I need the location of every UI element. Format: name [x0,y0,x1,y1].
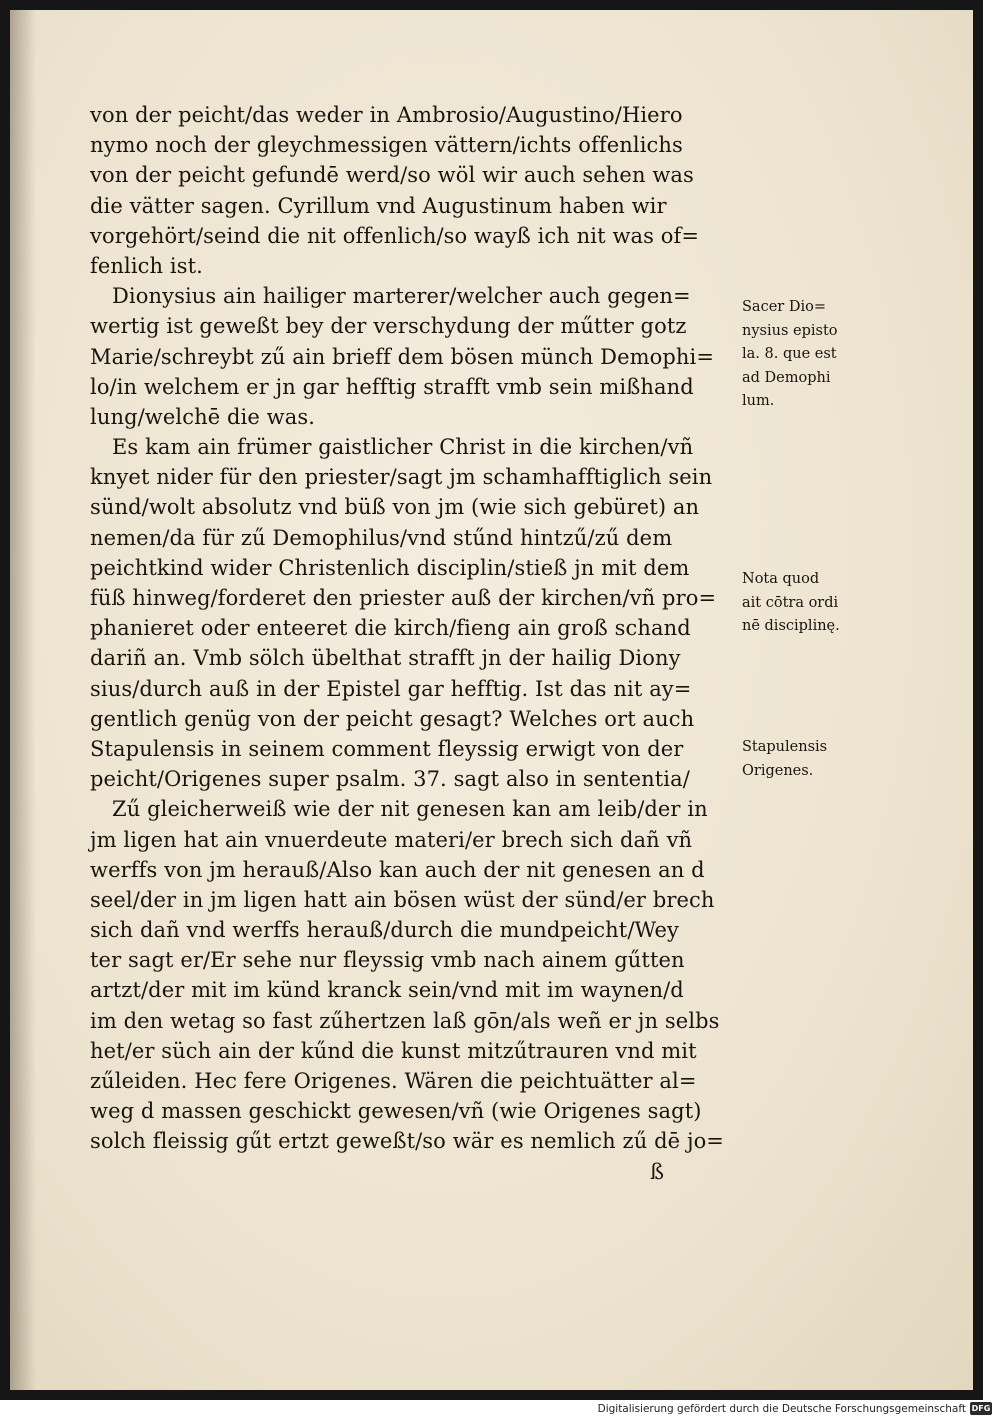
marginal-note-line: la. 8. que est [742,346,837,362]
marginal-note-line: Origenes. [742,762,814,779]
text-line: sius/durch auß in der Epistel gar hefftig. Ist das nit ay= [90,676,692,701]
marginal-note-dionysius [742,296,872,414]
text-line: ter sagt er/Er sehe nur fleyssig vmb nach ainem gűtten [90,948,685,973]
text-line: weg d massen geschickt gewesen/vñ (wie Origenes sagt) [90,1099,702,1124]
text-line: wertig ist geweßt bey der verschydung der műtter gotz [90,314,687,339]
text-line: von der peicht/das weder in Ambrosio/Augustino/Hiero [90,103,683,127]
text-line: peichtkind wider Christenlich disciplin/stieß jn mit dem [90,555,690,580]
marginal-note-stapulensis [742,736,872,783]
catchword: ß [650,1159,665,1184]
marginal-note-line: nē disciplinę. [742,618,840,634]
text-line: zűleiden. Hec fere Origenes. Wären die peichtuätter al= [90,1069,697,1093]
text-line: Marie/schreybt zű ain brieff dem bösen münch Demophi= [90,344,715,369]
marginal-note-line: ad Demophi [742,369,831,386]
text-line: Dionysius ain hailiger marterer/welcher auch gegen= [112,284,691,309]
text-line: füß hinweg/forderet den priester auß der kirchen/vñ pro= [90,586,717,610]
marginal-note-line: Stapulensis [742,739,828,755]
marginal-note-line: Sacer Dio= [742,299,826,315]
text-line: seel/der in jm ligen hatt ain bösen wüst der sünd/er brech [90,887,715,912]
text-line: Es kam ain frümer gaistlicher Christ in die kirchen/vñ [112,435,694,460]
text-line: solch fleissig gűt ertzt geweßt/so wär es nemlich zű dē jo= [90,1129,725,1154]
marginal-note-line: nysius episto [742,322,838,339]
funding-credit: Digitalisierung gefördert durch die Deutsche Forschungsgemeinschaft [597,1403,966,1415]
text-line: die vätter sagen. Cyrillum vnd Augustinum haben wir [90,193,667,218]
text-line: sünd/wolt absolutz vnd büß von jm (wie sich gebüret) an [90,495,700,520]
text-line: jm ligen hat ain vnuerdeute materi/er brech sich dañ vñ [90,827,693,852]
text-line: gentlich genüg von der peicht gesagt? Welches ort auch [90,706,695,731]
text-line: lung/welchē die was. [90,404,316,429]
text-line: Stapulensis in seinem comment fleyssig erwigt von der [90,736,684,761]
marginal-note-line: ait cōtra ordi [742,594,839,611]
text-line: nemen/da für zű Demophilus/vnd stűnd hintzű/zű dem [90,525,673,550]
text-line: fenlich ist. [90,253,203,278]
gutter-shadow [10,10,36,1390]
text-line: nymo noch der gleychmessigen vättern/ichts offenlichs [90,133,683,158]
marginal-note-nota [742,568,872,639]
text-line: phanieret oder enteeret die kirch/fieng ain groß schand [90,616,691,641]
text-line: sich dañ vnd werffs herauß/durch die mundpeicht/Wey [90,918,679,943]
text-line: im den wetag so fast zűhertzen laß gōn/als weñ er jn selbs [90,1008,720,1033]
text-line: het/er süch ain der kűnd die kunst mitzűtrauren vnd mit [90,1038,697,1063]
main-text-column [90,100,740,1187]
text-line: lo/in welchem er jn gar hefftig strafft vmb sein mißhand [90,374,694,399]
marginal-note-line: lum. [742,393,775,409]
dfg-logo: DFG [971,1404,991,1413]
text-line: von der peicht gefundē werd/so wöl wir auch sehen was [90,163,694,188]
digitization-footer [0,1400,1000,1419]
text-line: dariñ an. Vmb sölch übelthat strafft jn der hailig Diony [90,646,681,671]
text-line: vorgehört/seind die nit offenlich/so wayß ich nit was of= [90,223,700,248]
text-line: artzt/der mit im künd kranck sein/vnd mit im waynen/d [90,978,684,1003]
marginal-note-line: Nota quod [742,571,820,587]
text-line: peicht/Origenes super psalm. 37. sagt also in sententia/ [90,767,690,792]
text-line: Zű gleicherweiß wie der nit genesen kan am leib/der in [112,797,708,822]
text-line: werffs von jm herauß/Also kan auch der nit genesen an d [90,857,705,882]
text-line: knyet nider für den priester/sagt jm schamhafftiglich sein [90,465,713,490]
